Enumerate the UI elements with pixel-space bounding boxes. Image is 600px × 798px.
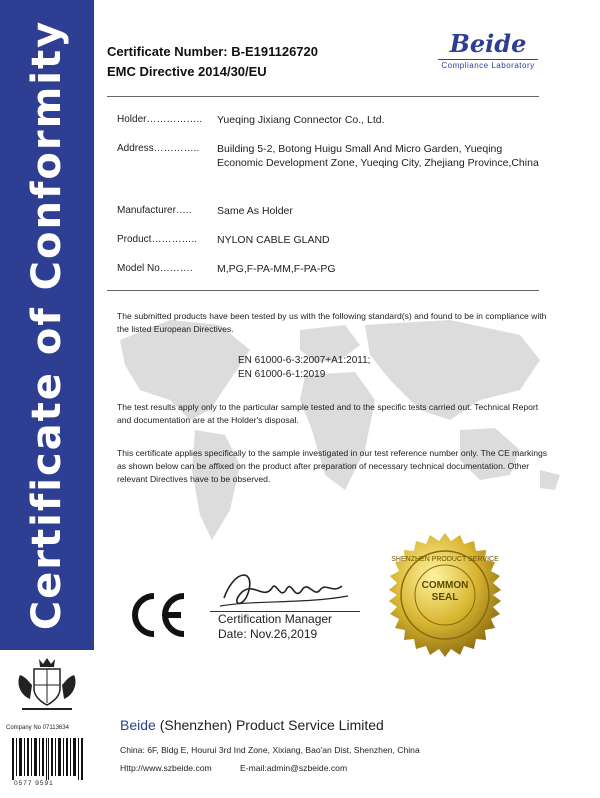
logo-name: Beide	[449, 29, 527, 58]
product-label: Product…………..	[117, 234, 198, 245]
address-value: Building 5-2, Botong Huigu Small And Micro Garden, Yueqing Economic Development Zone, Yueqing City, Zhejiang Province,China	[217, 143, 539, 169]
seal-ring-text: SHENZHEN PRODUCT SERVICE	[391, 556, 499, 563]
company-name	[120, 717, 384, 733]
company-email[interactable]: E-mail:admin@szbeide.com	[240, 763, 348, 773]
product-value: NYLON CABLE GLAND	[217, 234, 330, 246]
beide-logo	[438, 29, 538, 82]
logo-subtitle: Compliance Laboratory	[438, 59, 538, 70]
certificate-date: Date: Nov.26,2019	[218, 627, 318, 641]
manufacturer-value: Same As Holder	[217, 205, 293, 217]
compliance-paragraph: The submitted products have been tested by us with the following standard(s) and found to be in compliance with the listed European Directives.	[117, 311, 547, 334]
barcode-number: 0577 9591	[14, 780, 54, 787]
company-website[interactable]: Http://www.szbeide.com	[120, 763, 212, 773]
header-divider	[107, 96, 539, 97]
standard-1: EN 61000-6-3:2007+A1:2011;	[238, 355, 371, 366]
company-number: Company No 07113634	[6, 725, 69, 731]
manufacturer-label: Manufacturer…..	[117, 205, 192, 216]
model-label: Model No……….	[117, 263, 193, 274]
barcode-icon	[10, 738, 84, 780]
model-value: M,PG,F-PA-MM,F-PA-PG	[217, 263, 336, 275]
company-address: China: 6F, Bldg E, Hourui 3rd Ind Zone, Xixiang, Bao'an Dist, Shenzhen, China	[120, 745, 420, 755]
company-brand: Beide	[120, 717, 156, 733]
directive: EMC Directive 2014/30/EU	[107, 64, 267, 79]
seal-line-2: SEAL	[431, 592, 459, 603]
standard-2: EN 61000-6-1:2019	[238, 369, 326, 380]
seal-line-1: COMMON	[421, 580, 469, 591]
holder-value: Yueqing Jixiang Connector Co., Ltd.	[217, 114, 385, 126]
address-label: Address…………..	[117, 143, 200, 154]
fields-divider	[107, 290, 539, 291]
ce-mark-icon	[128, 590, 190, 640]
vertical-title: Certificate of Conformity	[24, 19, 70, 631]
test-results-paragraph: The test results apply only to the particular sample tested and to the specific tests carried out. Technical Report and documentation are at the Holder's disposal.	[117, 402, 539, 425]
certificate-number: Certificate Number: B-E191126720	[107, 44, 318, 59]
company-name-rest: (Shenzhen) Product Service Limited	[155, 717, 384, 733]
royal-crest-icon	[12, 655, 82, 715]
world-map-watermark	[100, 300, 570, 560]
manager-title: Certification Manager	[218, 612, 333, 626]
sidebar-band	[0, 0, 94, 650]
seal-text	[381, 580, 509, 604]
holder-label: Holder……………..	[117, 114, 203, 125]
ce-marking-paragraph: This certificate applies specifically to the sample investigated in our test reference number only. The CE markings as shown below can be affixed on the product after preparation of necessary technical documentation. Other relevant Directives have to be observed.	[117, 448, 548, 484]
